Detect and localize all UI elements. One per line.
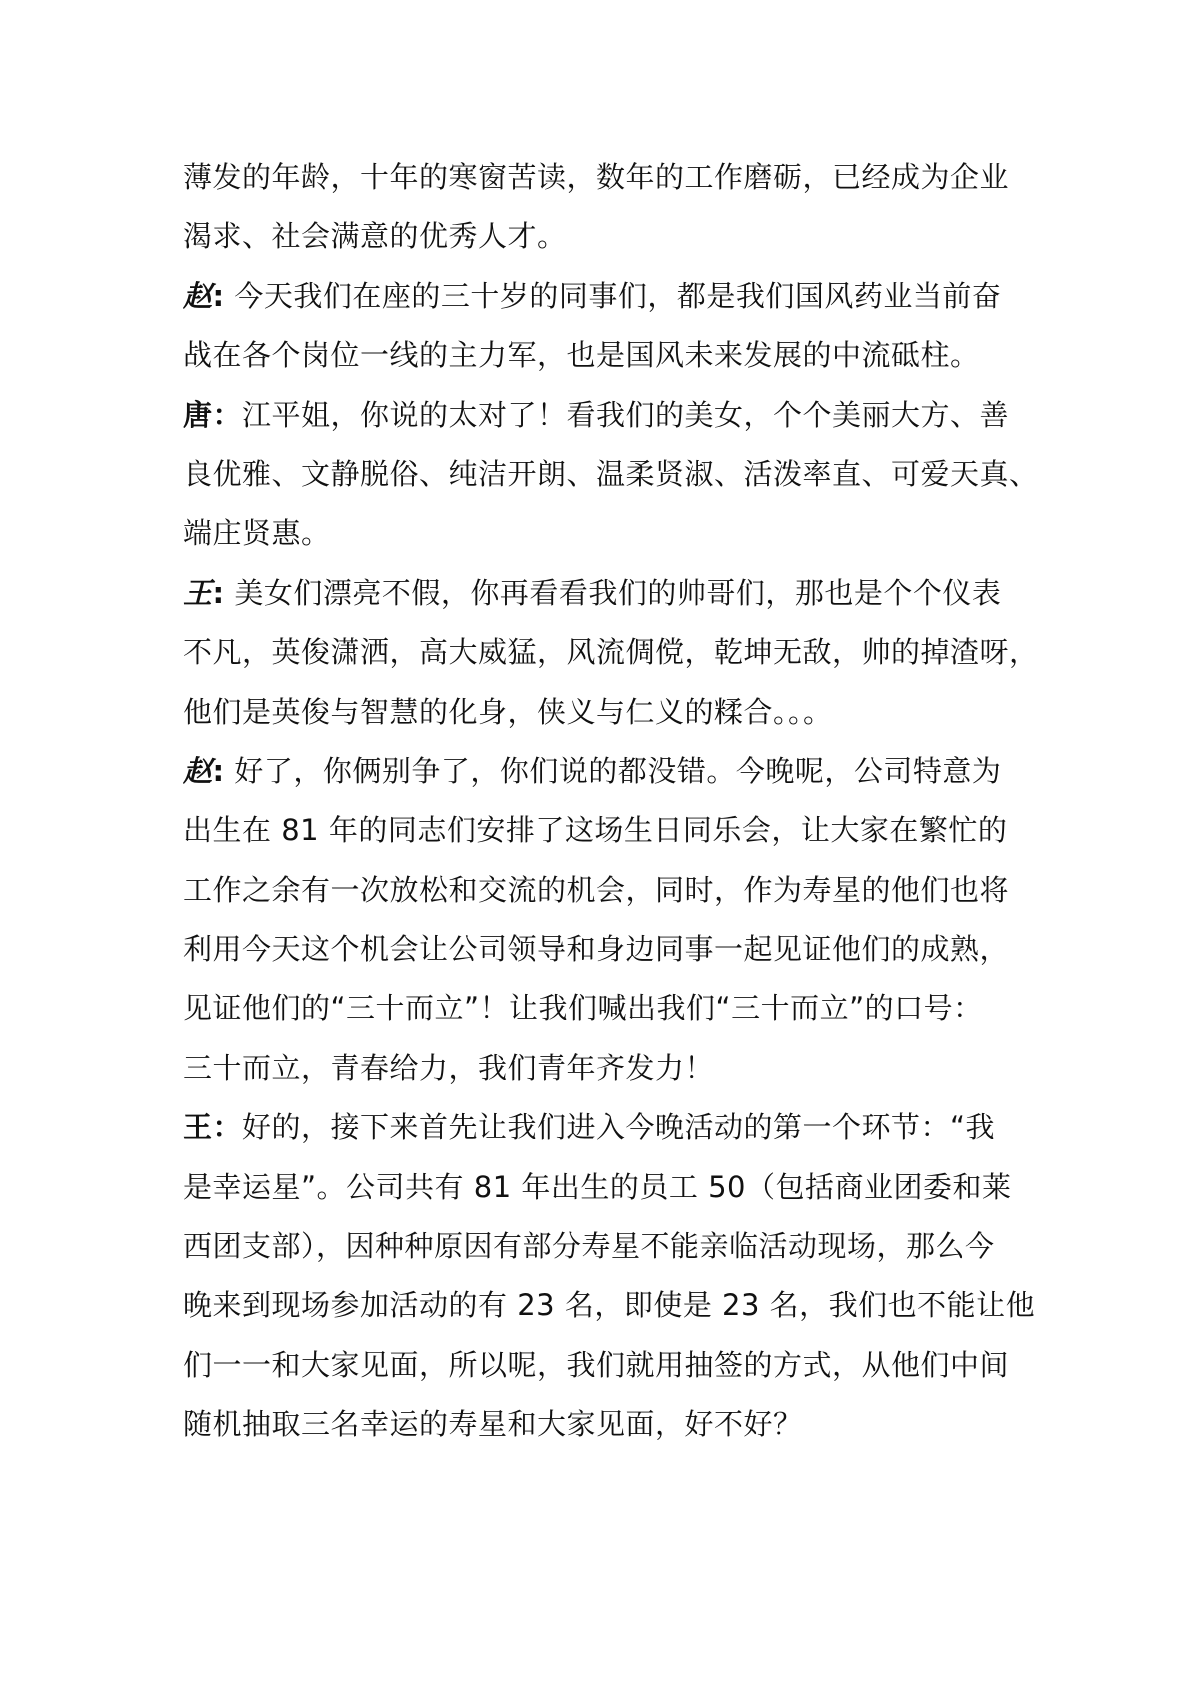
speaker-separator: ： <box>212 397 243 432</box>
text-line <box>183 1395 1023 1454</box>
text-line <box>183 1217 1023 1276</box>
text-line <box>183 801 1023 860</box>
line-text: 不凡，英俊潇洒，高大威猛，风流倜傥，乾坤无敌，帅的掉渣呀， <box>183 635 1039 670</box>
text-line <box>183 683 1023 742</box>
line-text: 们一一和大家见面，所以呢，我们就用抽签的方式，从他们中间 <box>183 1347 1010 1382</box>
text-line <box>183 1336 1023 1395</box>
text-line <box>183 386 1023 445</box>
line-text: 出生在 81 年的同志们安排了这场生日同乐会，让大家在繁忙的 <box>183 813 1008 848</box>
text-line <box>183 504 1023 563</box>
text-line <box>183 445 1039 504</box>
text-line <box>183 267 1023 326</box>
line-text: 好的，接下来首先让我们进入今晚活动的第一个环节：“我 <box>242 1110 996 1145</box>
line-text: 端庄贤惠。 <box>183 516 331 551</box>
line-text: 今天我们在座的三十岁的同事们，都是我们国风药业当前奋 <box>224 278 1002 313</box>
text-line <box>183 623 1039 682</box>
speaker-separator: ： <box>212 1110 243 1145</box>
line-text: 他们是英俊与智慧的化身，侠义与仁义的糅合。。。 <box>183 694 833 729</box>
line-text: 利用今天这个机会让公司领导和身边同事一起见证他们的成熟， <box>183 932 1010 967</box>
speaker-separator: : <box>212 575 225 610</box>
speaker-label: 王 <box>183 1110 213 1145</box>
line-text: 薄发的年龄，十年的寒窗苦读，数年的工作磨砺，已经成为企业 <box>183 160 1010 194</box>
line-text: 随机抽取三名幸运的寿星和大家见面，好不好？ <box>183 1407 803 1442</box>
text-line <box>183 207 1023 266</box>
line-text: 见证他们的“三十而立”！让我们喊出我们“三十而立”的口号： <box>183 991 983 1026</box>
text-line <box>183 920 1023 979</box>
speaker-label: 赵 <box>183 278 213 313</box>
speaker-label: 王 <box>183 575 213 610</box>
line-text: 好了，你俩别争了，你们说的都没错。今晚呢，公司特意为 <box>224 753 1002 788</box>
text-line <box>183 564 1023 623</box>
text-line <box>183 1276 1036 1335</box>
speaker-separator: : <box>212 278 225 313</box>
line-text: 西团支部），因种种原因有部分寿星不能亲临活动现场，那么今 <box>183 1229 995 1264</box>
line-text: 战在各个岗位一线的主力军，也是国风未来发展的中流砥柱。 <box>183 338 980 373</box>
text-line <box>183 861 1023 920</box>
text-line <box>183 1098 1023 1157</box>
text-line <box>183 1158 1023 1217</box>
line-text: 晚来到现场参加活动的有 23 名，即使是 23 名，我们也不能让他 <box>183 1288 1036 1323</box>
text-line <box>183 326 1023 385</box>
speaker-label: 赵 <box>183 753 213 788</box>
speaker-label: 唐 <box>183 397 213 432</box>
line-text: 江平姐，你说的太对了！看我们的美女，个个美丽大方、善 <box>242 397 1010 432</box>
line-text: 美女们漂亮不假，你再看看我们的帅哥们，那也是个个仪表 <box>224 575 1002 610</box>
speaker-separator: : <box>212 753 225 788</box>
document-body <box>183 148 1039 1455</box>
line-text: 工作之余有一次放松和交流的机会，同时，作为寿星的他们也将 <box>183 872 1010 907</box>
text-line <box>183 742 1023 801</box>
line-text: 良优雅、文静脱俗、纯洁开朗、温柔贤淑、活泼率直、可爱天真、 <box>183 456 1039 491</box>
line-text: 三十而立，青春给力，我们青年齐发力！ <box>183 1050 715 1085</box>
line-text: 渴求、社会满意的优秀人才。 <box>183 219 567 254</box>
text-line <box>183 979 1023 1038</box>
line-text: 是幸运星”。公司共有 81 年出生的员工 50（包括商业团委和莱 <box>183 1169 1012 1204</box>
text-line <box>183 1039 1023 1098</box>
text-line <box>183 148 1023 207</box>
